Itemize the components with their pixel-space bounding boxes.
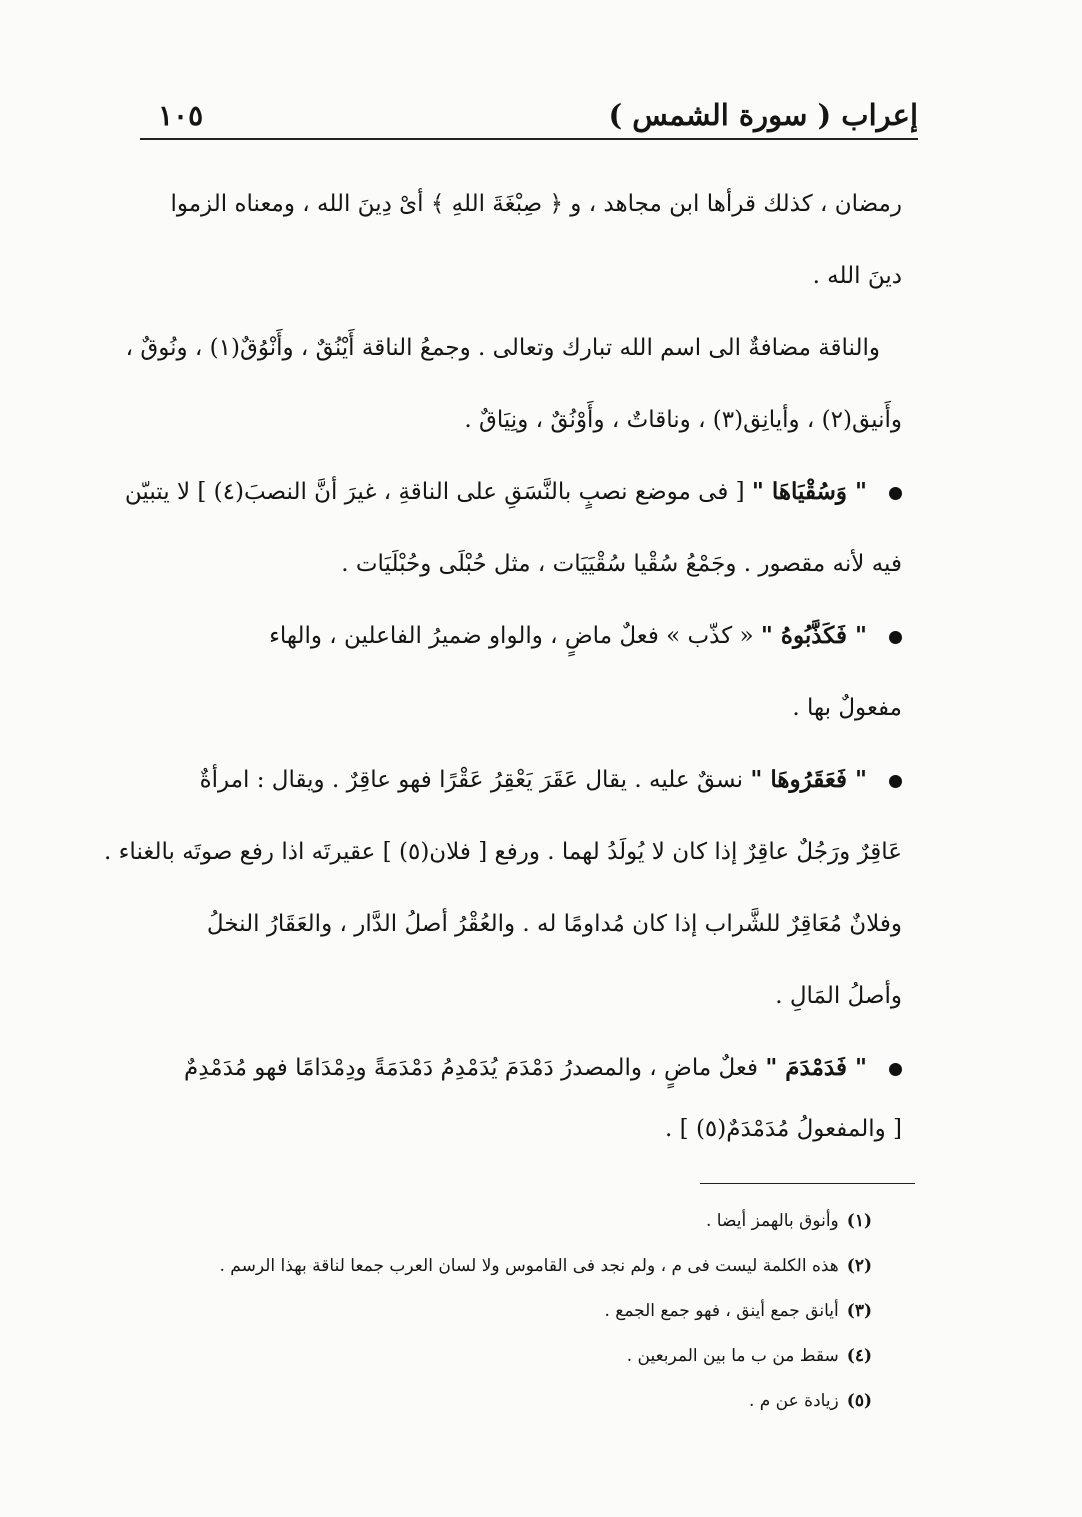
footnote-number: (٤) <box>846 1346 872 1366</box>
footnote-text: هذه الكلمة ليست فى م ، ولم نجد فى القاموس ولا لسان العرب جمعا لناقة بهذا الرسم . <box>219 1256 839 1276</box>
entry-text: فعلٌ ماضٍ ، والمصدرُ دَمْدَمَ يُدَمْدِمُ دَمْدَمَةً ودِمْدَامًا فهو مُدَمْدِمٌ <box>183 1055 758 1081</box>
entry-fadamdama <box>160 1032 902 1154</box>
text-line: دينَ الله . <box>812 263 902 289</box>
footnote-text: وأنوق بالهمز أيضا . <box>706 1211 839 1231</box>
bullet-icon <box>889 1063 902 1076</box>
footnote <box>160 1244 902 1289</box>
text-line: وفلانٌ مُعَاقِرٌ للشَّراب إذا كان مُداومًا له . والعُقْرُ أصلُ الدَّار ، والعَقَارُ النخلُ <box>206 911 902 937</box>
footnote-text: أيانق جمع أينق ، فهو جمع الجمع . <box>604 1301 839 1321</box>
main-text <box>104 168 902 1154</box>
bullet-icon <box>889 631 902 644</box>
header-rule <box>140 138 918 140</box>
entry-text: « كذّب » فعلٌ ماضٍ ، والواو ضميرُ الفاعلين ، والهاء <box>269 623 754 649</box>
entry-fakadhdhabuhu <box>160 600 902 744</box>
footnote-number: (١) <box>846 1211 872 1231</box>
bullet-icon <box>889 487 902 500</box>
text-line: والناقة مضافةٌ الى اسم الله تبارك وتعالى . وجمعُ الناقة أَيْنُقٌ ، وأَنْوُقٌ(١) ، ونُوقٌ ، <box>125 335 880 361</box>
text-line: وأصلُ المَالِ . <box>775 983 902 1009</box>
footnote <box>160 1334 902 1379</box>
entry-headword: " وَسُقْيَاهَا " <box>751 478 867 505</box>
footnote-number: (٣) <box>846 1301 872 1321</box>
footnote-text: زيادة عن م . <box>748 1391 839 1411</box>
text-line: فيه لأنه مقصور . وجَمْعُ سُقْيا سُقْيَيَات ، مثل حُبْلَى وحُبْلَيَات . <box>341 551 902 577</box>
entry-wasuqyaha <box>124 456 902 600</box>
footnote-number: (٥) <box>846 1391 872 1411</box>
entry-headword: " فَدَمْدَمَ " <box>765 1054 867 1081</box>
paragraph-2 <box>125 312 902 456</box>
entry-headword: " فَكَذَّبُوهُ " <box>760 622 867 649</box>
entry-headword: " فَعَقَرُوهَا " <box>750 766 867 793</box>
footnote <box>160 1379 902 1424</box>
footnote <box>160 1199 902 1244</box>
text-line: رمضان ، كذلك قرأها ابن مجاهد ، و ﴿ صِبْغَةَ اللهِ ﴾ أىْ دِينَ الله ، ومعناه الزموا <box>170 191 902 217</box>
text-line: مفعولٌ بها . <box>792 695 902 721</box>
page-number: ١٠٥ <box>158 99 204 132</box>
footnotes <box>160 1199 902 1424</box>
entry-faaqaruha <box>104 744 902 1032</box>
page-header <box>140 78 918 132</box>
footnote-rule <box>700 1183 915 1184</box>
paragraph-1 <box>160 168 902 312</box>
footnote <box>160 1289 902 1334</box>
entry-text: [ فى موضع نصبٍ بالنَّسَقِ على الناقةِ ، غيرَ أنَّ النصبَ(٤) ] لا يتبيّن <box>124 479 745 505</box>
footnote-text: سقط من ب ما بين المربعين . <box>626 1346 839 1366</box>
text-line: وأَنيق(٢) ، وأيانِق(٣) ، وناقاتٌ ، وأَوْنُقٌ ، ونِيَاقٌ . <box>464 407 902 433</box>
entry-text: نسقٌ عليه . يقال عَقَرَ يَعْقِرُ عَقْرًا فهو عاقِرٌ . ويقال : امرأةٌ <box>199 767 744 793</box>
text-line: عَاقِرٌ ورَجُلٌ عاقِرٌ إذا كان لا يُولَدُ لهما . ورفع [ فلان(٥) ] عقيرتَه اذا رفع صوتَه بالغناء . <box>104 839 902 865</box>
footnote-number: (٢) <box>846 1256 872 1276</box>
text-line: [ والمفعولُ مُدَمْدَمٌ(٥) ] . <box>665 1116 902 1142</box>
bullet-icon <box>889 775 902 788</box>
running-title: إعراب ( سورة الشمس ) <box>608 98 918 132</box>
